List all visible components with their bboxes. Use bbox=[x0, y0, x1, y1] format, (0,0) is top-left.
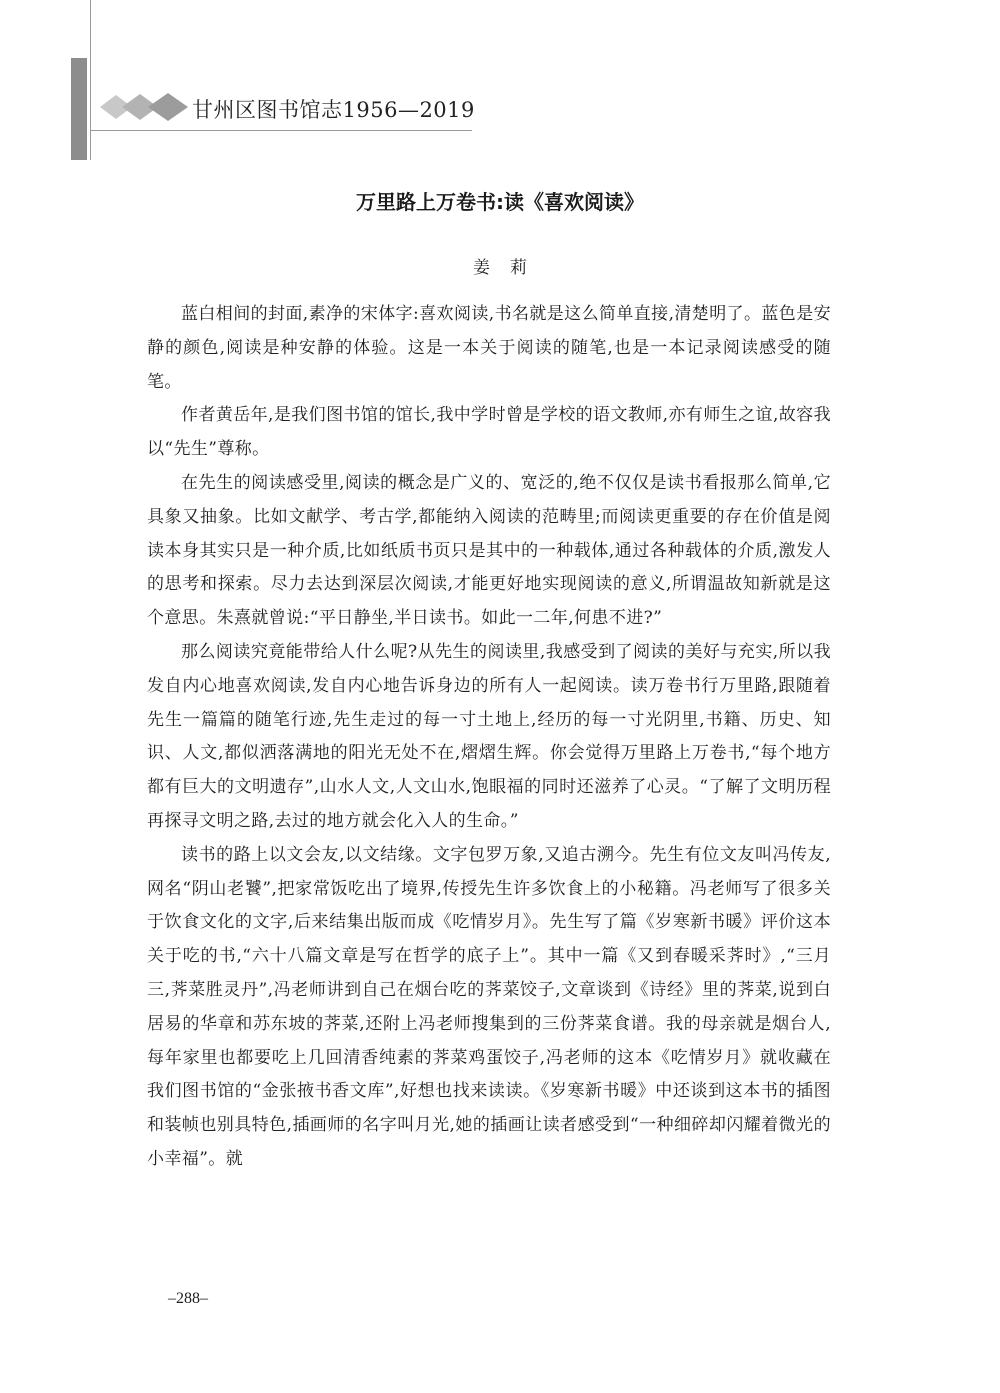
article-author: 姜莉 bbox=[473, 258, 547, 278]
paragraph: 蓝白相间的封面,素净的宋体字:喜欢阅读,书名就是这么简单直接,清楚明了。蓝色是安静的颜色,阅读是种安静的体验。这是一本关于阅读的随笔,也是一本记录阅读感受的随笔。 bbox=[147, 304, 831, 392]
article-title: 万里路上万卷书:读《喜欢阅读》 bbox=[356, 190, 644, 214]
paragraph: 那么阅读究竟能带给人什么呢?从先生的阅读里,我感受到了阅读的美好与充实,所以我发自内心地喜欢阅读,发自内心地告诉身边的所有人一起阅读。读万卷书行万里路,跟随着先生一篇篇的随笔行迹,先生走过的每一寸土地上,经历的每一寸光阴里,书籍、历史、知识、人文,都似洒落满地的阳光无处不在,熠熠生辉。你会觉得万里路上万卷书,“每个地方都有巨大的文明遗存”,山水人文,人文山水,饱眼福的同时还滋养了心灵。“了解了文明历程再探寻文明之路,去过的地方就会化入人的生命。” bbox=[147, 641, 831, 831]
page-number: –288– bbox=[168, 1290, 208, 1307]
header-side-bar bbox=[71, 58, 87, 160]
paragraph: 读书的路上以文会友,以文结缘。文字包罗万象,又追古溯今。先生有位文友叫冯传友,网名“阴山老饕”,把家常饭吃出了境界,传授先生许多饮食上的小秘籍。冯老师写了很多关于饮食文化的文字,后来结集出版而成《吃情岁月》。先生写了篇《岁寒新书暖》评价这本关于吃的书,“六十八篇文章是写在哲学的底子上”。其中一篇《又到春暖采荠时》,“三月三,荠菜胜灵丹”,冯老师讲到自己在烟台吃的荠菜饺子,文章谈到《诗经》里的荠菜,说到白居易的华章和苏东坡的荠菜,还附上冯老师搜集到的三份荠菜食谱。我的母亲就是烟台人,每年家里也都要吃上几回清香纯素的荠菜鸡蛋饺子,冯老师的这本《吃情岁月》就收藏在我们图书馆的“金张掖书香文库”,好想也找来读读。《岁寒新书暖》中还谈到这本书的插图和装帧也别具特色,插画师的名字叫月光,她的插画让读者感受到“一种细碎却闪耀着微光的小幸福”。就 bbox=[147, 844, 831, 1169]
paragraph: 作者黄岳年,是我们图书馆的馆长,我中学时曾是学校的语文教师,亦有师生之谊,故容我以“先生”尊称。 bbox=[147, 405, 831, 460]
diamond-ornament-icon bbox=[100, 92, 190, 122]
article-body bbox=[147, 298, 831, 1177]
running-header-title: 甘州区图书馆志1956—2019 bbox=[192, 98, 475, 122]
header-underline bbox=[90, 130, 472, 131]
paragraph: 在先生的阅读感受里,阅读的概念是广义的、宽泛的,绝不仅仅是读书看报那么简单,它具象又抽象。比如文献学、考古学,都能纳入阅读的范畴里;而阅读更重要的存在价值是阅读本身其实只是一种介质,比如纸质书页只是其中的一种载体,通过各种载体的介质,激发人的思考和探索。尽力去达到深层次阅读,才能更好地实现阅读的意义,所谓温故知新就是这个意思。朱熹就曾说:“平日静坐,半日读书。如此一二年,何患不进?” bbox=[147, 472, 831, 629]
header-vertical-rule bbox=[90, 0, 91, 160]
